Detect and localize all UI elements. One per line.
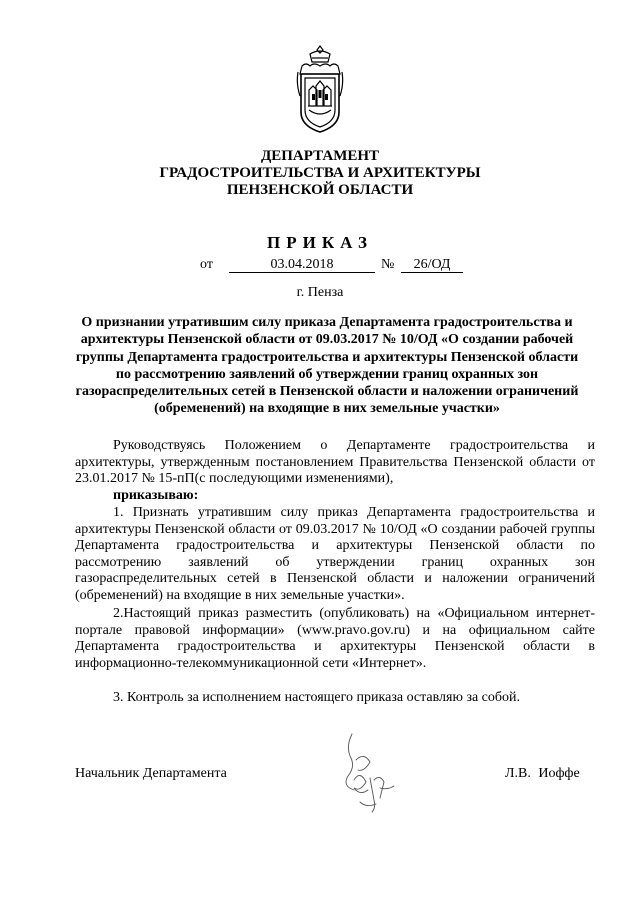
department-name-line-3: ПЕНЗЕНСКОЙ ОБЛАСТИ — [226, 182, 414, 198]
date-label: от — [200, 257, 213, 272]
order-word: приказываю: — [113, 488, 199, 503]
signatory-name: Л.В. Иоффе — [505, 766, 580, 781]
item-3-paragraph: 3. Контроль за исполнением настоящего приказа оставляю за собой. — [113, 690, 521, 705]
coat-of-arms-icon — [296, 44, 344, 134]
number-label: № — [381, 257, 395, 272]
preamble-paragraph: Руководствуясь Положением о Департаменте градостроительства и архитектуры, утвержденным постановлением Правительства Пензенской области от 23.01.2017 № 15-пП(с последующими изменениями), — [75, 438, 595, 486]
city: г. Пенза — [296, 285, 344, 300]
order-heading: О признании утратившим силу приказа Департамента градостроительства и архитектуры Пензенской области от 09.03.2017 № 10/ОД «О создании рабочей группы Департамента градостроительства и архитектуры Пензенской области по рассмотрению заявлений об утверждении границ охранных зон газораспределительных сетей в Пензенской области и наложении ограничений (обременений) на входящие в них земельные участки» — [75, 315, 579, 417]
item-1-paragraph: 1. Признать утратившим силу приказ Департамента градостроительства и архитектуры Пензенской области от 09.03.2017 № 10/ОД «О создании рабочей группы Департамента градостроительства и архитектуры Пензенской области по рассмотрению заявлений об утверждении границ охранных зон газораспределительных сетей в Пензенской области и наложении ограничений (обременений) на входящие в них земельные участки». — [75, 505, 595, 603]
order-title: ПРИКАЗ — [267, 233, 373, 252]
order-date: 03.04.2018 — [229, 257, 375, 273]
department-name-line-1: ДЕПАРТАМЕНТ — [260, 148, 380, 164]
handwritten-signature — [330, 730, 405, 820]
order-number: 26/ОД — [401, 257, 463, 273]
department-name-line-2: ГРАДОСТРОИТЕЛЬСТВА И АРХИТЕКТУРЫ — [159, 165, 481, 181]
item-2-paragraph: 2.Настоящий приказ разместить (опубликовать) на «Официальном интернет-портале правовой информации» (www.pravo.gov.ru) и на официальном сайте Департамента градостроительства и архитектуры Пензенской области в информационно-телекоммуникационной сети «Интернет». — [75, 606, 595, 671]
signatory-role: Начальник Департамента — [75, 766, 227, 781]
